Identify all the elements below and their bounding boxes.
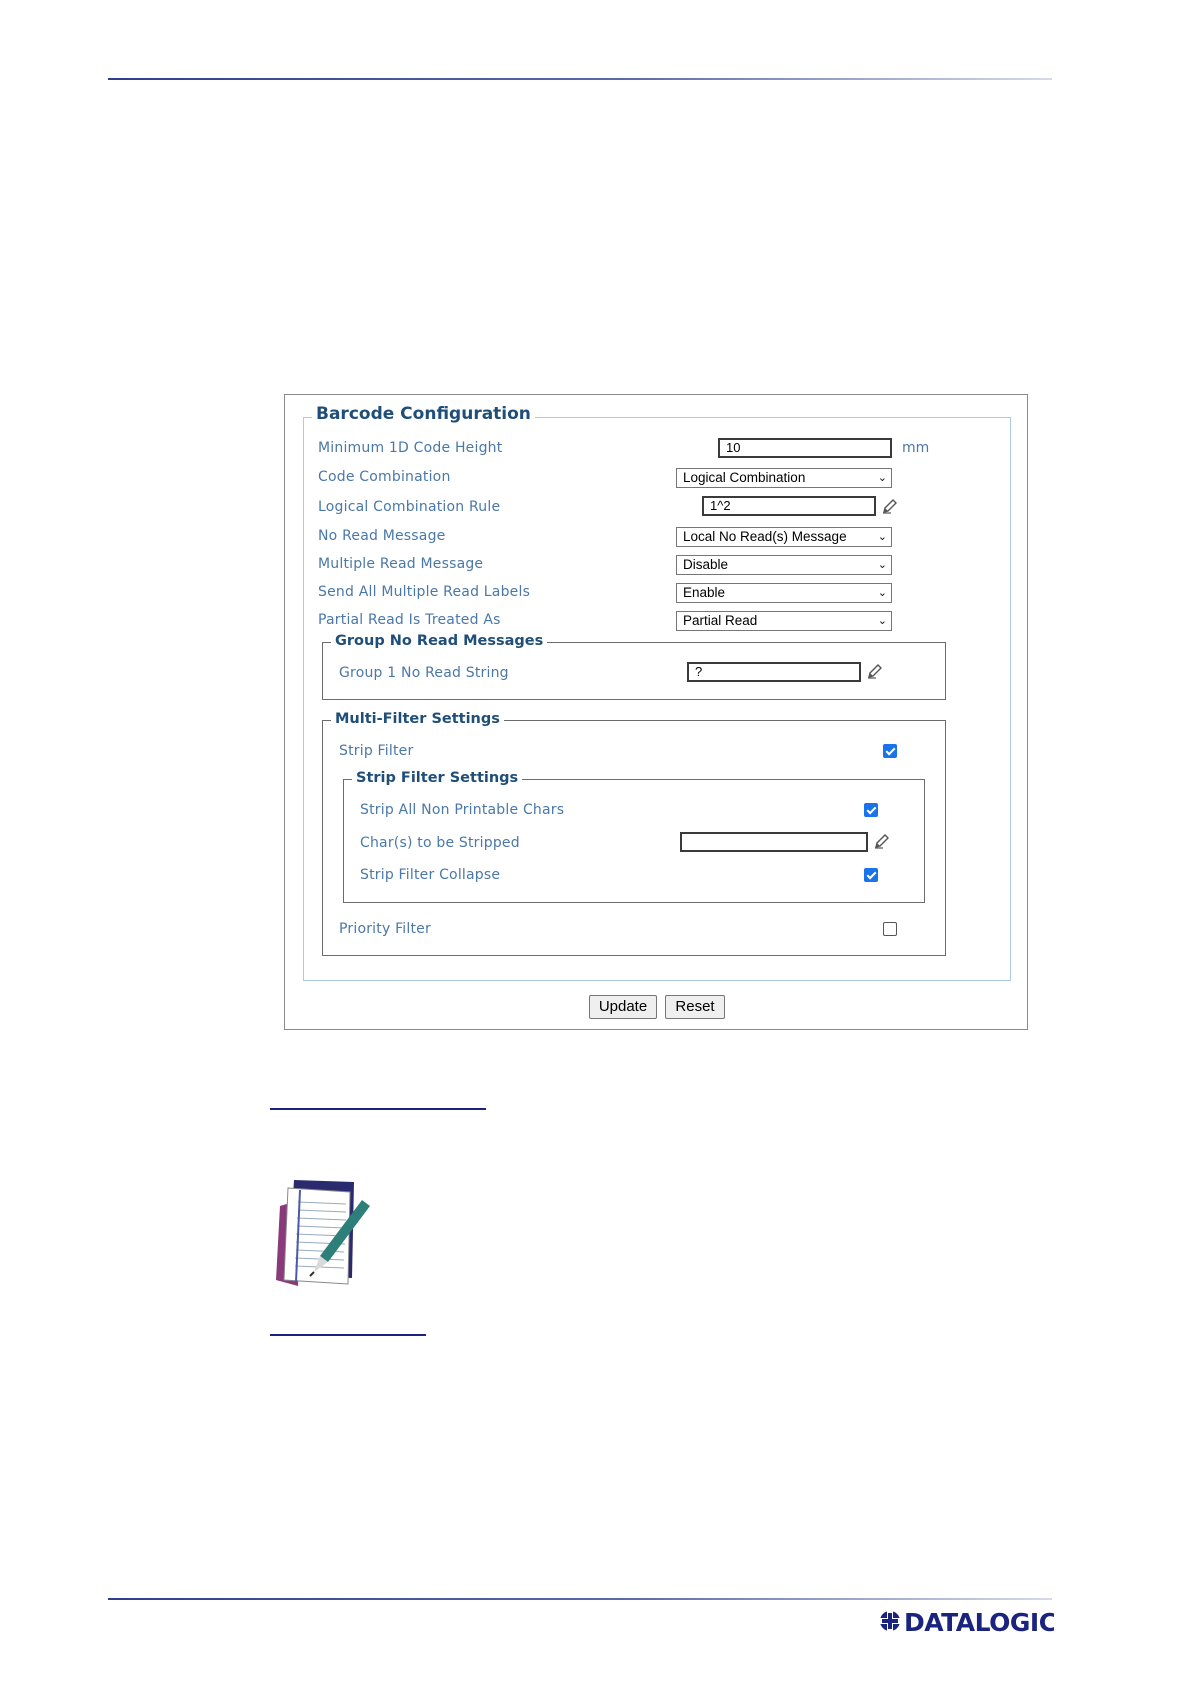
code-combination-select[interactable] [676, 468, 892, 488]
strip-filter-settings-title: Strip Filter Settings [352, 770, 522, 786]
pencil-icon[interactable] [882, 498, 898, 514]
chars-stripped-label: Char(s) to be Stripped [360, 835, 520, 851]
non-printable-label: Strip All Non Printable Chars [360, 802, 565, 818]
group-no-read-fieldset [322, 633, 946, 700]
strip-filter-checkbox[interactable] [883, 744, 897, 758]
code-combination-label: Code Combination [318, 469, 451, 485]
code-combination-value: Logical Combination [683, 470, 806, 485]
send-all-value: Enable [683, 585, 726, 600]
multi-filter-fieldset [322, 711, 946, 956]
svg-text:DATALOGIC: DATALOGIC [904, 1608, 1054, 1636]
group-no-read-title: Group No Read Messages [331, 633, 547, 649]
partial-read-select[interactable] [676, 611, 892, 631]
group-no-read-input[interactable]: ? [687, 662, 861, 682]
min-height-label: Minimum 1D Code Height [318, 440, 503, 456]
barcode-configuration-screenshot [284, 394, 1028, 1030]
pencil-icon[interactable] [867, 663, 883, 679]
send-all-label: Send All Multiple Read Labels [318, 584, 531, 600]
chevron-down-icon: ⌄ [877, 615, 887, 627]
reset-button[interactable]: Reset [665, 995, 725, 1019]
logical-rule-label: Logical Combination Rule [318, 499, 501, 515]
min-height-input[interactable]: 10 [718, 438, 892, 458]
footer-rule [108, 1598, 1052, 1600]
no-read-select[interactable] [676, 527, 892, 547]
no-read-label: No Read Message [318, 528, 446, 544]
barcode-configuration-fieldset [303, 404, 1011, 981]
link-underline [270, 1334, 426, 1336]
chevron-down-icon: ⌄ [877, 587, 887, 599]
partial-read-value: Partial Read [683, 613, 758, 628]
note-pad-icon [274, 1176, 374, 1288]
panel-title: Barcode Configuration [312, 404, 535, 424]
group-no-read-label: Group 1 No Read String [339, 665, 509, 681]
logical-rule-input[interactable]: 1^2 [702, 496, 876, 516]
link-underline [270, 1108, 486, 1110]
strip-filter-label: Strip Filter [339, 743, 414, 759]
chevron-down-icon: ⌄ [877, 472, 887, 484]
multiple-read-label: Multiple Read Message [318, 556, 484, 572]
strip-filter-settings-fieldset [343, 770, 925, 903]
pencil-icon[interactable] [874, 833, 890, 849]
chevron-down-icon: ⌄ [877, 559, 887, 571]
non-printable-checkbox[interactable] [864, 803, 878, 817]
collapse-label: Strip Filter Collapse [360, 867, 501, 883]
chevron-down-icon: ⌄ [877, 531, 887, 543]
chars-stripped-input[interactable] [680, 832, 868, 852]
send-all-select[interactable] [676, 583, 892, 603]
datalogic-logo [878, 1606, 1054, 1636]
multiple-read-select[interactable] [676, 555, 892, 575]
priority-filter-label: Priority Filter [339, 921, 431, 937]
collapse-checkbox[interactable] [864, 868, 878, 882]
priority-filter-checkbox[interactable] [883, 922, 897, 936]
update-button[interactable]: Update [589, 995, 657, 1019]
header-rule [108, 78, 1052, 80]
multi-filter-title: Multi-Filter Settings [331, 711, 504, 727]
partial-read-label: Partial Read Is Treated As [318, 612, 501, 628]
no-read-value: Local No Read(s) Message [683, 529, 847, 544]
min-height-unit: mm [902, 440, 930, 456]
multiple-read-value: Disable [683, 557, 729, 572]
